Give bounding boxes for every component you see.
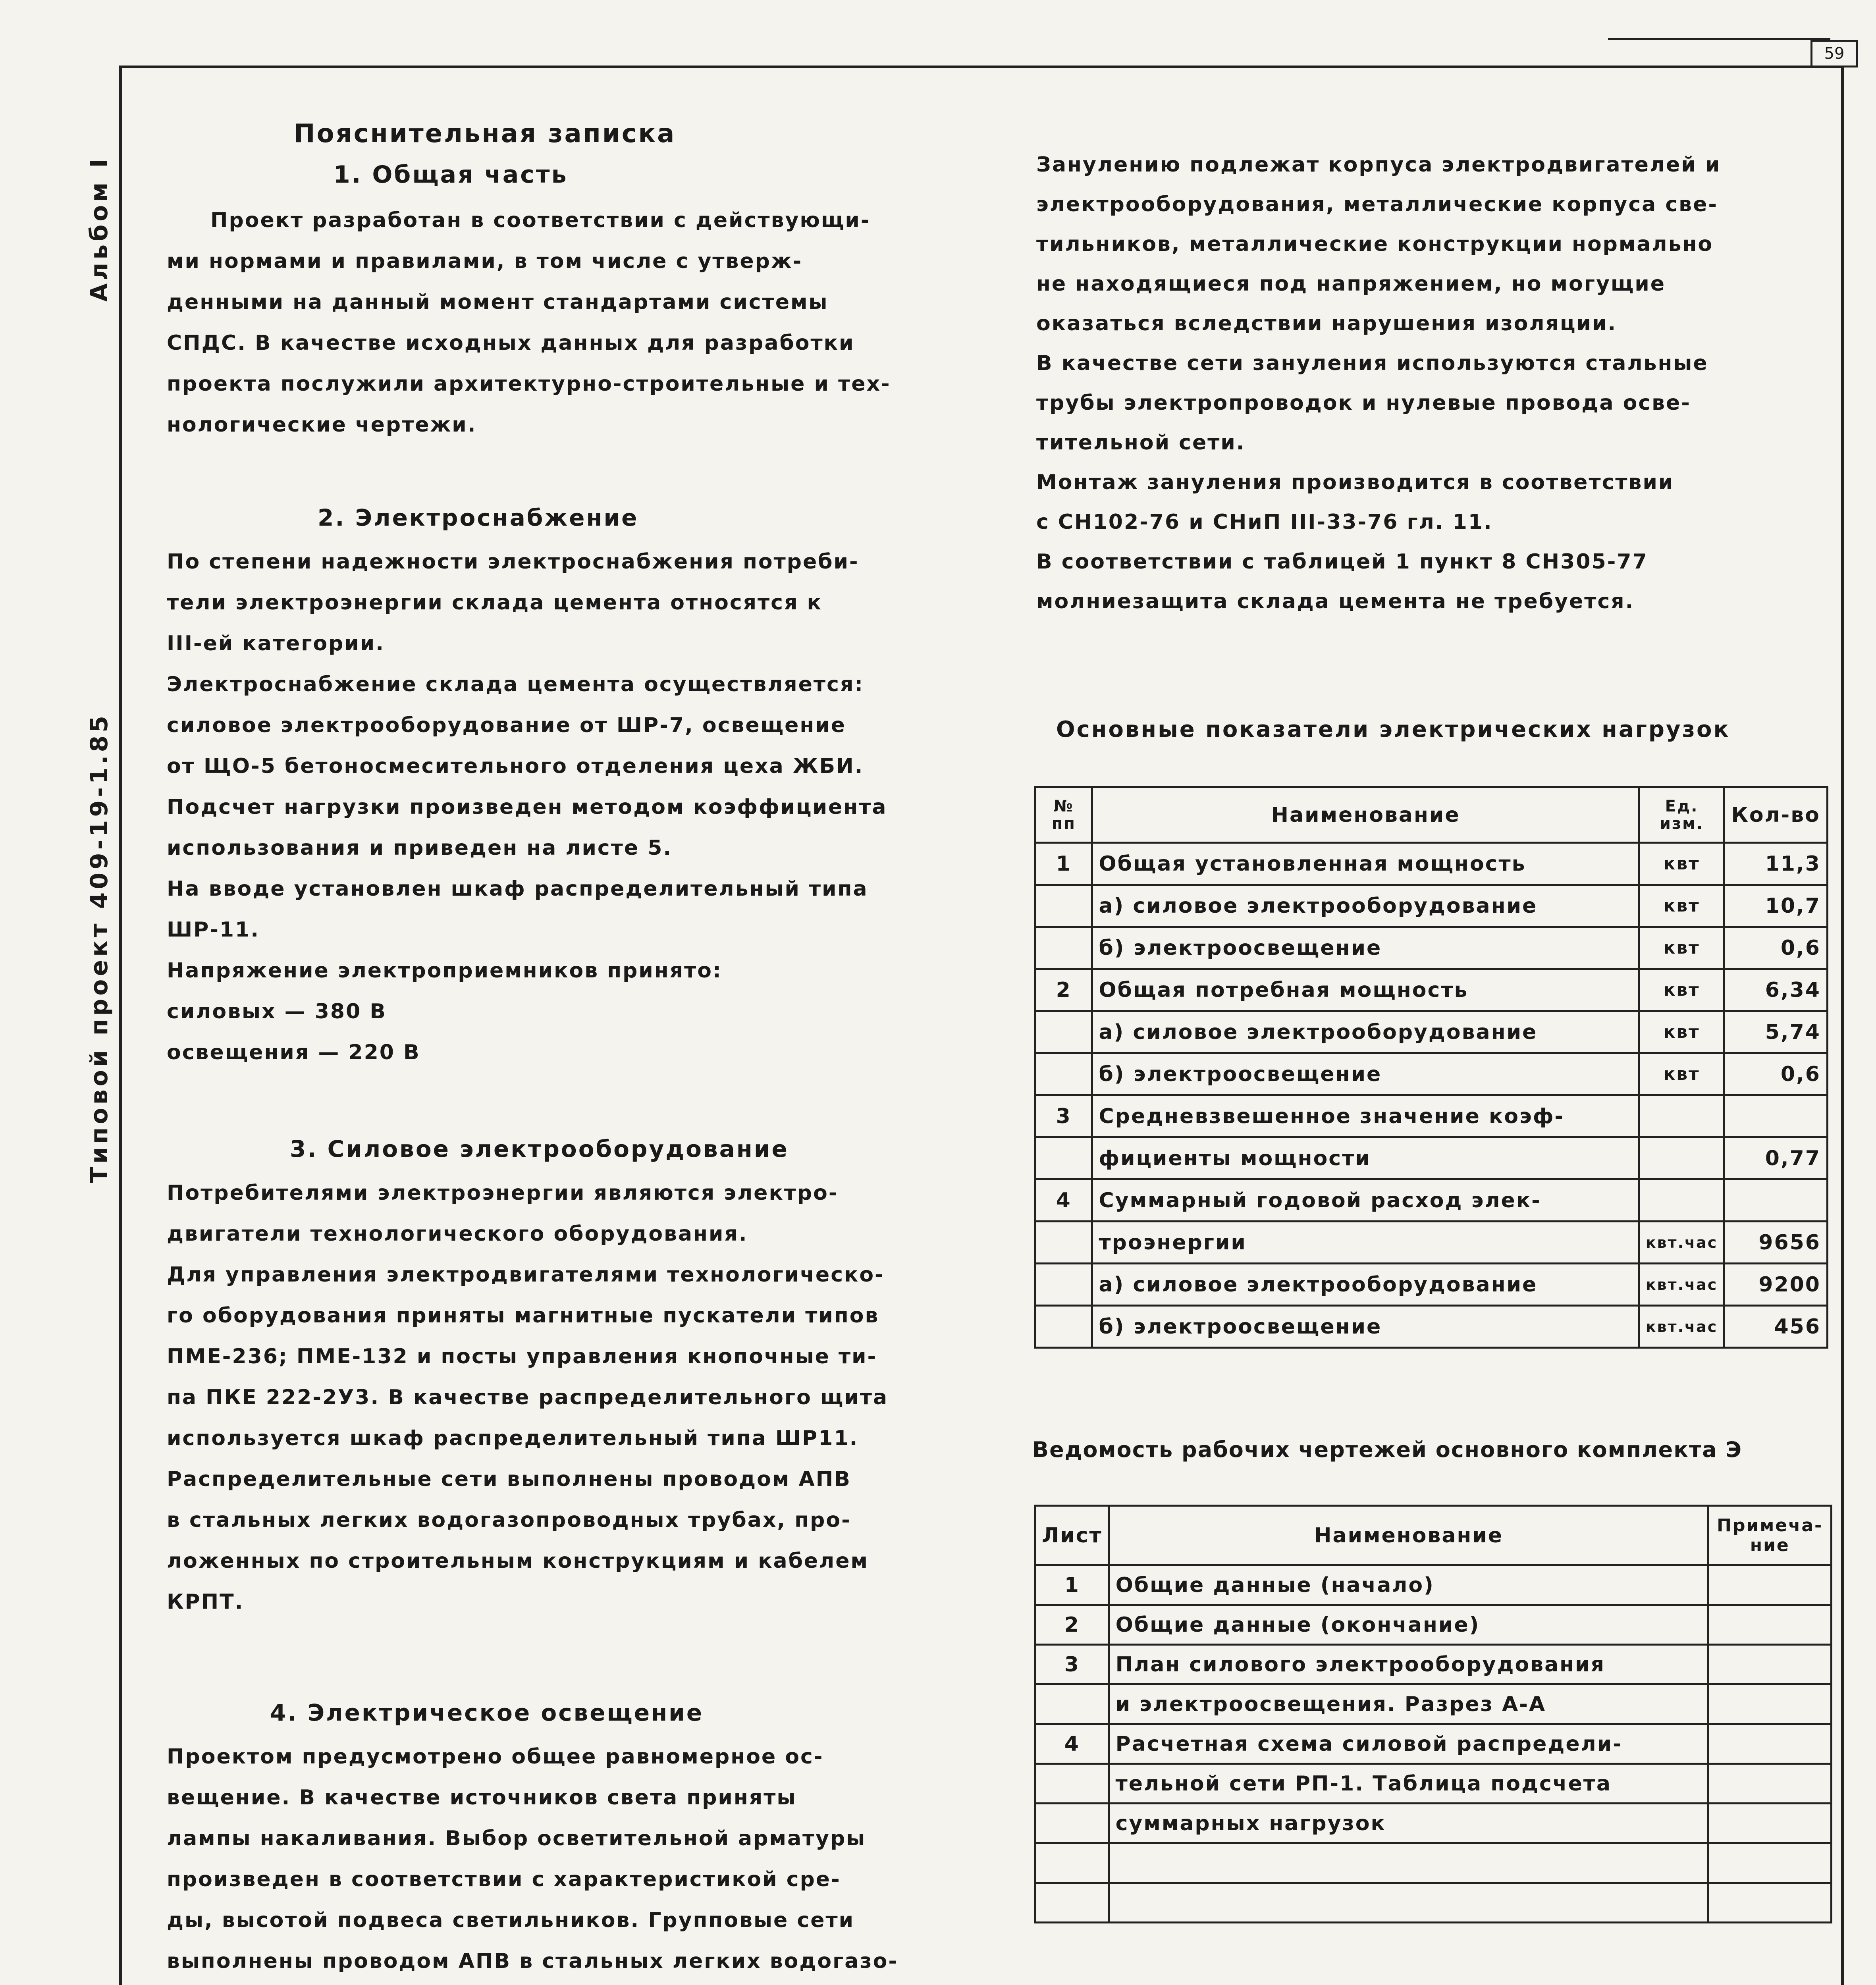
table-row: 3 Средневзвешенное значение коэф- xyxy=(1035,1095,1828,1137)
table-row: б) электроосвещение квт.час 456 xyxy=(1035,1306,1828,1348)
page-title: Пояснительная записка xyxy=(294,119,676,148)
table-row: а) силовое электрооборудование квт.час 9200 xyxy=(1035,1264,1828,1306)
table-row xyxy=(1035,1883,1832,1923)
table-row: 4 Суммарный годовой расход элек- xyxy=(1035,1179,1828,1222)
section-4-title: 4. Электрическое освещение xyxy=(270,1699,704,1726)
table-row: тельной сети РП-1. Таблица подсчета xyxy=(1035,1764,1832,1804)
table-row: 1 Общая установленная мощность квт 11,3 xyxy=(1035,843,1828,885)
table-row: а) силовое электрооборудование квт 10,7 xyxy=(1035,885,1828,927)
table-row: троэнергии квт.час 9656 xyxy=(1035,1222,1828,1264)
sheets-table xyxy=(1034,1505,1832,1923)
table-row: 4 Расчетная схема силовой распредели- xyxy=(1035,1724,1832,1764)
corner-page-number: 59 xyxy=(1810,40,1858,67)
side-project-label: Типовой проект 409-19-1.85 xyxy=(85,712,113,1183)
table-row: 2 Общая потребная мощность квт 6,34 xyxy=(1035,969,1828,1011)
section-3-title: 3. Силовое электрооборудование xyxy=(290,1135,789,1162)
section-2-title: 2. Электроснабжение xyxy=(318,504,639,531)
table-row: и электроосвещения. Разрез А-А xyxy=(1035,1684,1832,1724)
loads-table-header: № пп Наименование Ед. изм. Кол-во xyxy=(1035,787,1828,843)
table-row: 3 План силового электрооборудования xyxy=(1035,1645,1832,1684)
sheets-table-header: Лист Наименование Примеча- ние xyxy=(1035,1506,1832,1565)
table-row: а) силовое электрооборудование квт 5,74 xyxy=(1035,1011,1828,1053)
table-row: 1 Общие данные (начало) xyxy=(1035,1565,1832,1605)
table-row: б) электроосвещение квт 0,6 xyxy=(1035,1053,1828,1095)
drawing-sheet: 59 Альбом I Типовой проект 409-19-1.85 Пояснительная записка 1. Общая часть Проект разработан в соответствии с действующи- ми нормами и правилами, в том числе с утверж- денными на данный момент стандартами системы СПДС. В качестве исходных данных для разработки проекта послужили архитектурно-строительные и тех- нологические чертежи. 2. Электроснабжение По степени надежности электроснабжения потреби- тели электроэнергии склада цемента относятся к III-ей категории. Электроснабжение склада цемента осуществляется: силовое электрооборудование от ШР-7, освещение от ЩО-5 бетоносмесительного отделения цеха ЖБИ. Подсчет нагрузки произведен методом коэффициента использования и приведен на листе 5. На вводе установлен шкаф распределительный типа ШР-11. Напряжение электроприемников принято: силовых — 380 В освещения — 220 В 3. Силовое электрооборудование Потребителями электроэнергии являются электро- двигатели технологического оборудования. Для управления электродвигателями технологическо- го оборудования приняты магнитные пускатели типов ПМЕ-236; ПМЕ-132 и посты управления кнопочные ти- па ПКЕ 222-2У3. В качестве распределительного щита используется шкаф распределительный типа ШР11. Распределительные сети выполнены проводом АПВ в стальных легких водогазопроводных трубах, про- ложенных по строительным конструкциям и кабелем КРПТ. 4. Электрическое освещение Проектом предусмотрено общее равномерное ос- вещение. В качестве источников света приняты лампы накаливания. Выбор осветительной арматуры произведен в соответствии с характеристикой сре- ды, высотой подвеса светильников. Групповые сети выполнены проводом АПВ в стальных легких водогазо- Занулению подлежат корпуса электродвигателей и электрооборудования, металлические корпуса све- тильников, металлические конструкции нормально не находящиеся под напряжением, но могущие оказаться вследствии нарушения изоляции. В качестве сети зануления используются стальные трубы электропроводок и нулевые провода осве- тительной сети. Монтаж зануления производится в соответствии с СН102-76 и СНиП III-33-76 гл. 11. В соответствии с таблицей 1 пункт 8 СН305-77 молниезащита склада цемента не требуется. Основные показатели электрических нагрузок № пп Наименование Ед. изм. Кол-во 1 Общая установленная мощность квт 11,3 а) силовое электрооборудование квт 10,7 б) электроосвещение квт 0,6 2 Общая потребная мощность квт 6,34 а) силовое электрооборудование квт 5,74 б) электроосвещение квт 0,6 3 Средневзвешенное значение коэф- фициенты мощности 0,77 4 Суммарный годовой расход элек- троэнергии квт.час 9656 а) силовое электрооборудование квт.час 9200 б) электроосвещение квт.час 456 Ведомость рабочих чертежей основного комплекта Э Лист Наименование Примеча- ние 1 Общие данные (начало) 2 Общие данные (окончание) 3 План силового электрооборудования и электроосвещения. Разрез А-А 4 Расчетная схема силовой распредели- тельной сети РП-1. Таблица подсчета суммарных нагрузок xyxy=(0,0,1876,1985)
table-row: фициенты мощности 0,77 xyxy=(1035,1137,1828,1179)
sheets-table-title: Ведомость рабочих чертежей основного комплекта Э xyxy=(1032,1437,1743,1462)
table-row: 2 Общие данные (окончание) xyxy=(1035,1605,1832,1645)
loads-table-title: Основные показатели электрических нагрузок xyxy=(1056,717,1730,742)
table-row xyxy=(1035,1843,1832,1883)
table-row: суммарных нагрузок xyxy=(1035,1804,1832,1843)
top-rule xyxy=(1608,38,1830,40)
side-album-label: Альбом I xyxy=(85,156,113,302)
section-1-title: 1. Общая часть xyxy=(334,161,568,189)
table-row: б) электроосвещение квт 0,6 xyxy=(1035,927,1828,969)
loads-table xyxy=(1034,786,1828,1349)
